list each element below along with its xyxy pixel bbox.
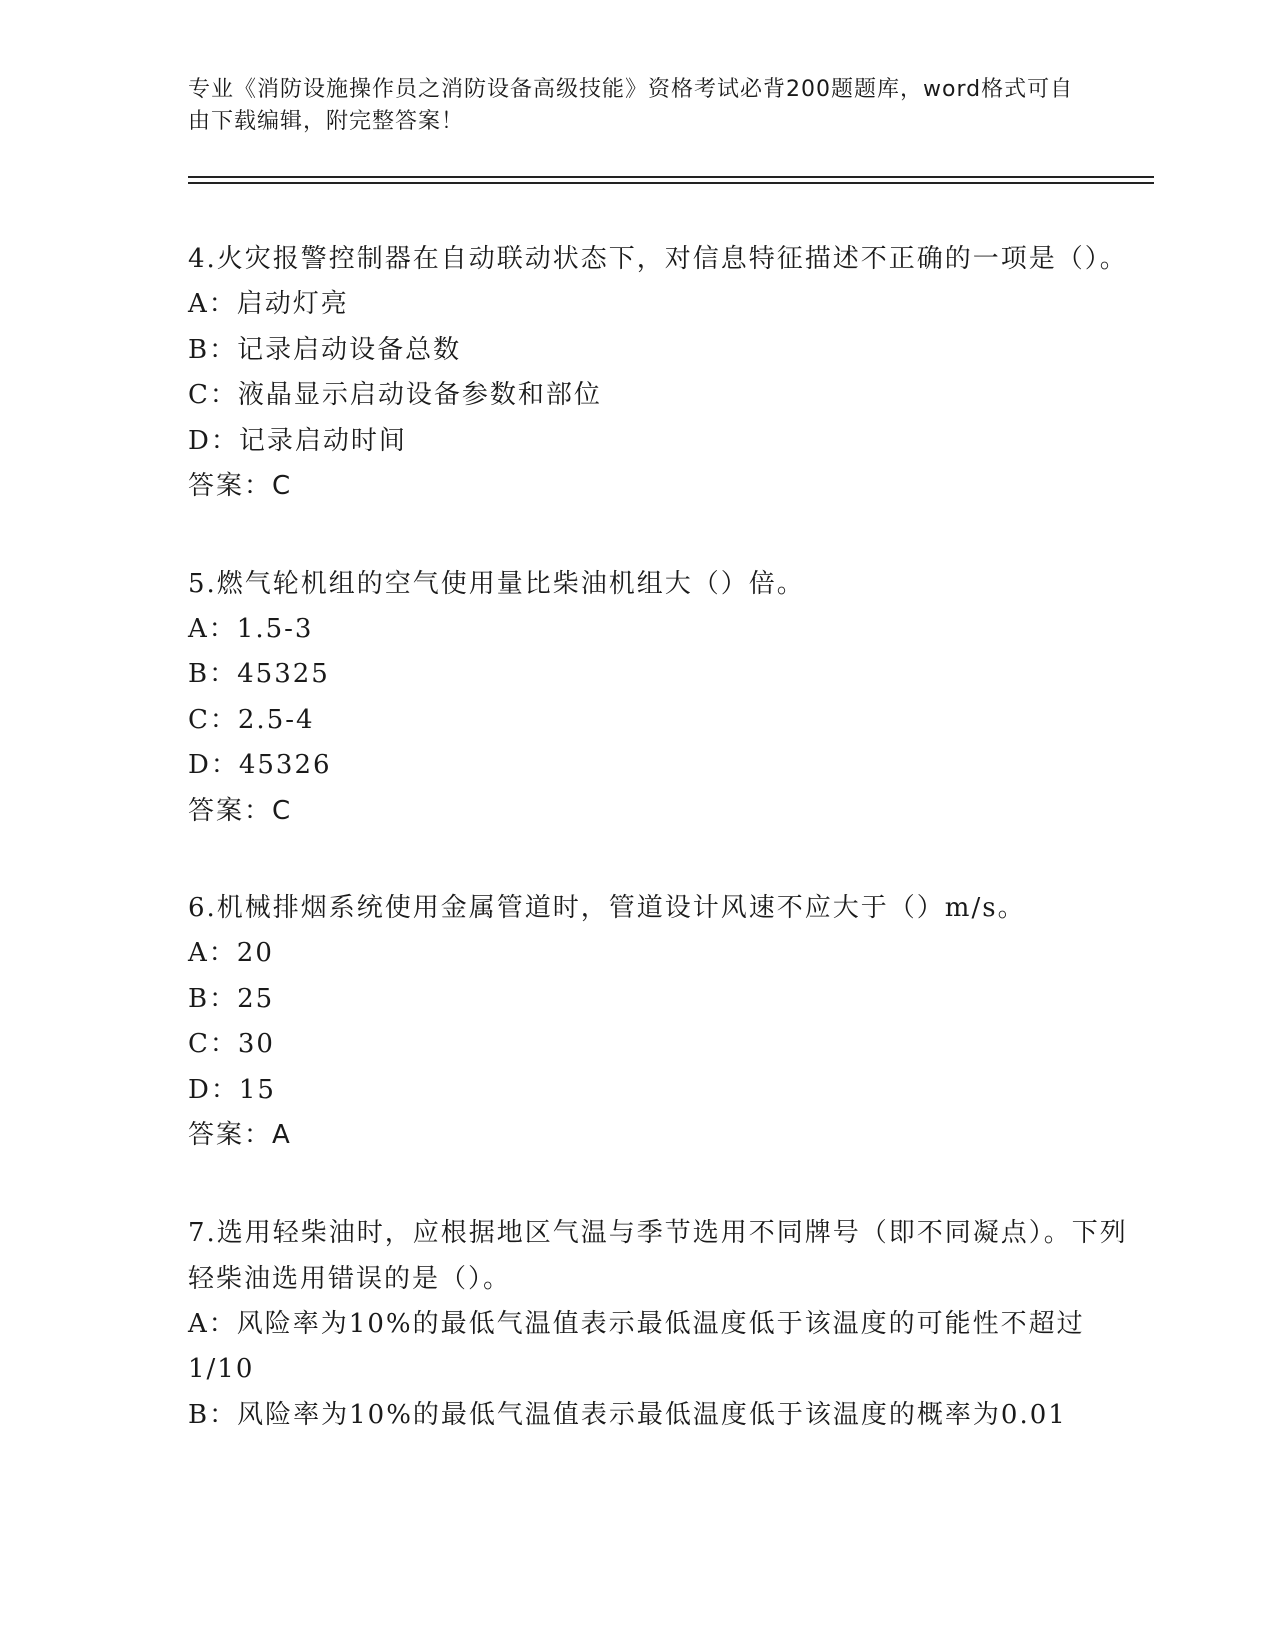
option-d: D：记录启动时间 bbox=[188, 425, 407, 456]
option-c: C：液晶显示启动设备参数和部位 bbox=[188, 380, 602, 410]
question-list bbox=[188, 236, 1148, 1489]
option-b: B：风险率为10%的最低气温值表示最低温度低于该温度的概率为0.01 bbox=[188, 1399, 1067, 1430]
question-text: 6.机械排烟系统使用金属管道时，管道设计风速不应大于（）m/s。 bbox=[188, 893, 1026, 923]
header-divider-bottom bbox=[188, 182, 1154, 184]
option-d: D：45326 bbox=[188, 750, 332, 780]
option-a: A：1.5-3 bbox=[188, 613, 314, 644]
question-4 bbox=[188, 236, 1148, 510]
option-a: A：20 bbox=[188, 938, 274, 968]
option-b: B：记录启动设备总数 bbox=[188, 334, 462, 365]
answer-label: 答案：C bbox=[188, 471, 293, 501]
question-5 bbox=[188, 561, 1148, 835]
option-b: B：25 bbox=[188, 983, 275, 1014]
option-b: B：45325 bbox=[188, 659, 330, 689]
question-text: 7.选用轻柴油时，应根据地区气温与季节选用不同牌号（即不同凝点）。下列轻柴油选用错误的是（）。 bbox=[188, 1217, 1128, 1294]
header-divider-top bbox=[188, 176, 1154, 178]
question-6 bbox=[188, 885, 1148, 1159]
question-text: 5.燃气轮机组的空气使用量比柴油机组大（）倍。 bbox=[188, 568, 805, 599]
option-c: C：2.5-4 bbox=[188, 704, 315, 735]
option-a: A：风险率为10%的最低气温值表示最低温度低于该温度的可能性不超过1/10 bbox=[188, 1308, 1085, 1384]
answer-label: 答案：C bbox=[188, 795, 293, 826]
question-text: 4.火灾报警控制器在自动联动状态下，对信息特征描述不正确的一项是（）。 bbox=[188, 244, 1128, 274]
document-header: 专业《消防设施操作员之消防设备高级技能》资格考试必背200题题库，word格式可自由下载编辑，附完整答案！ bbox=[188, 77, 1074, 134]
option-c: C：30 bbox=[188, 1029, 275, 1059]
question-7 bbox=[188, 1210, 1148, 1439]
option-a: A：启动灯亮 bbox=[188, 289, 349, 319]
answer-label: 答案：A bbox=[188, 1120, 292, 1150]
option-d: D：15 bbox=[188, 1074, 276, 1105]
